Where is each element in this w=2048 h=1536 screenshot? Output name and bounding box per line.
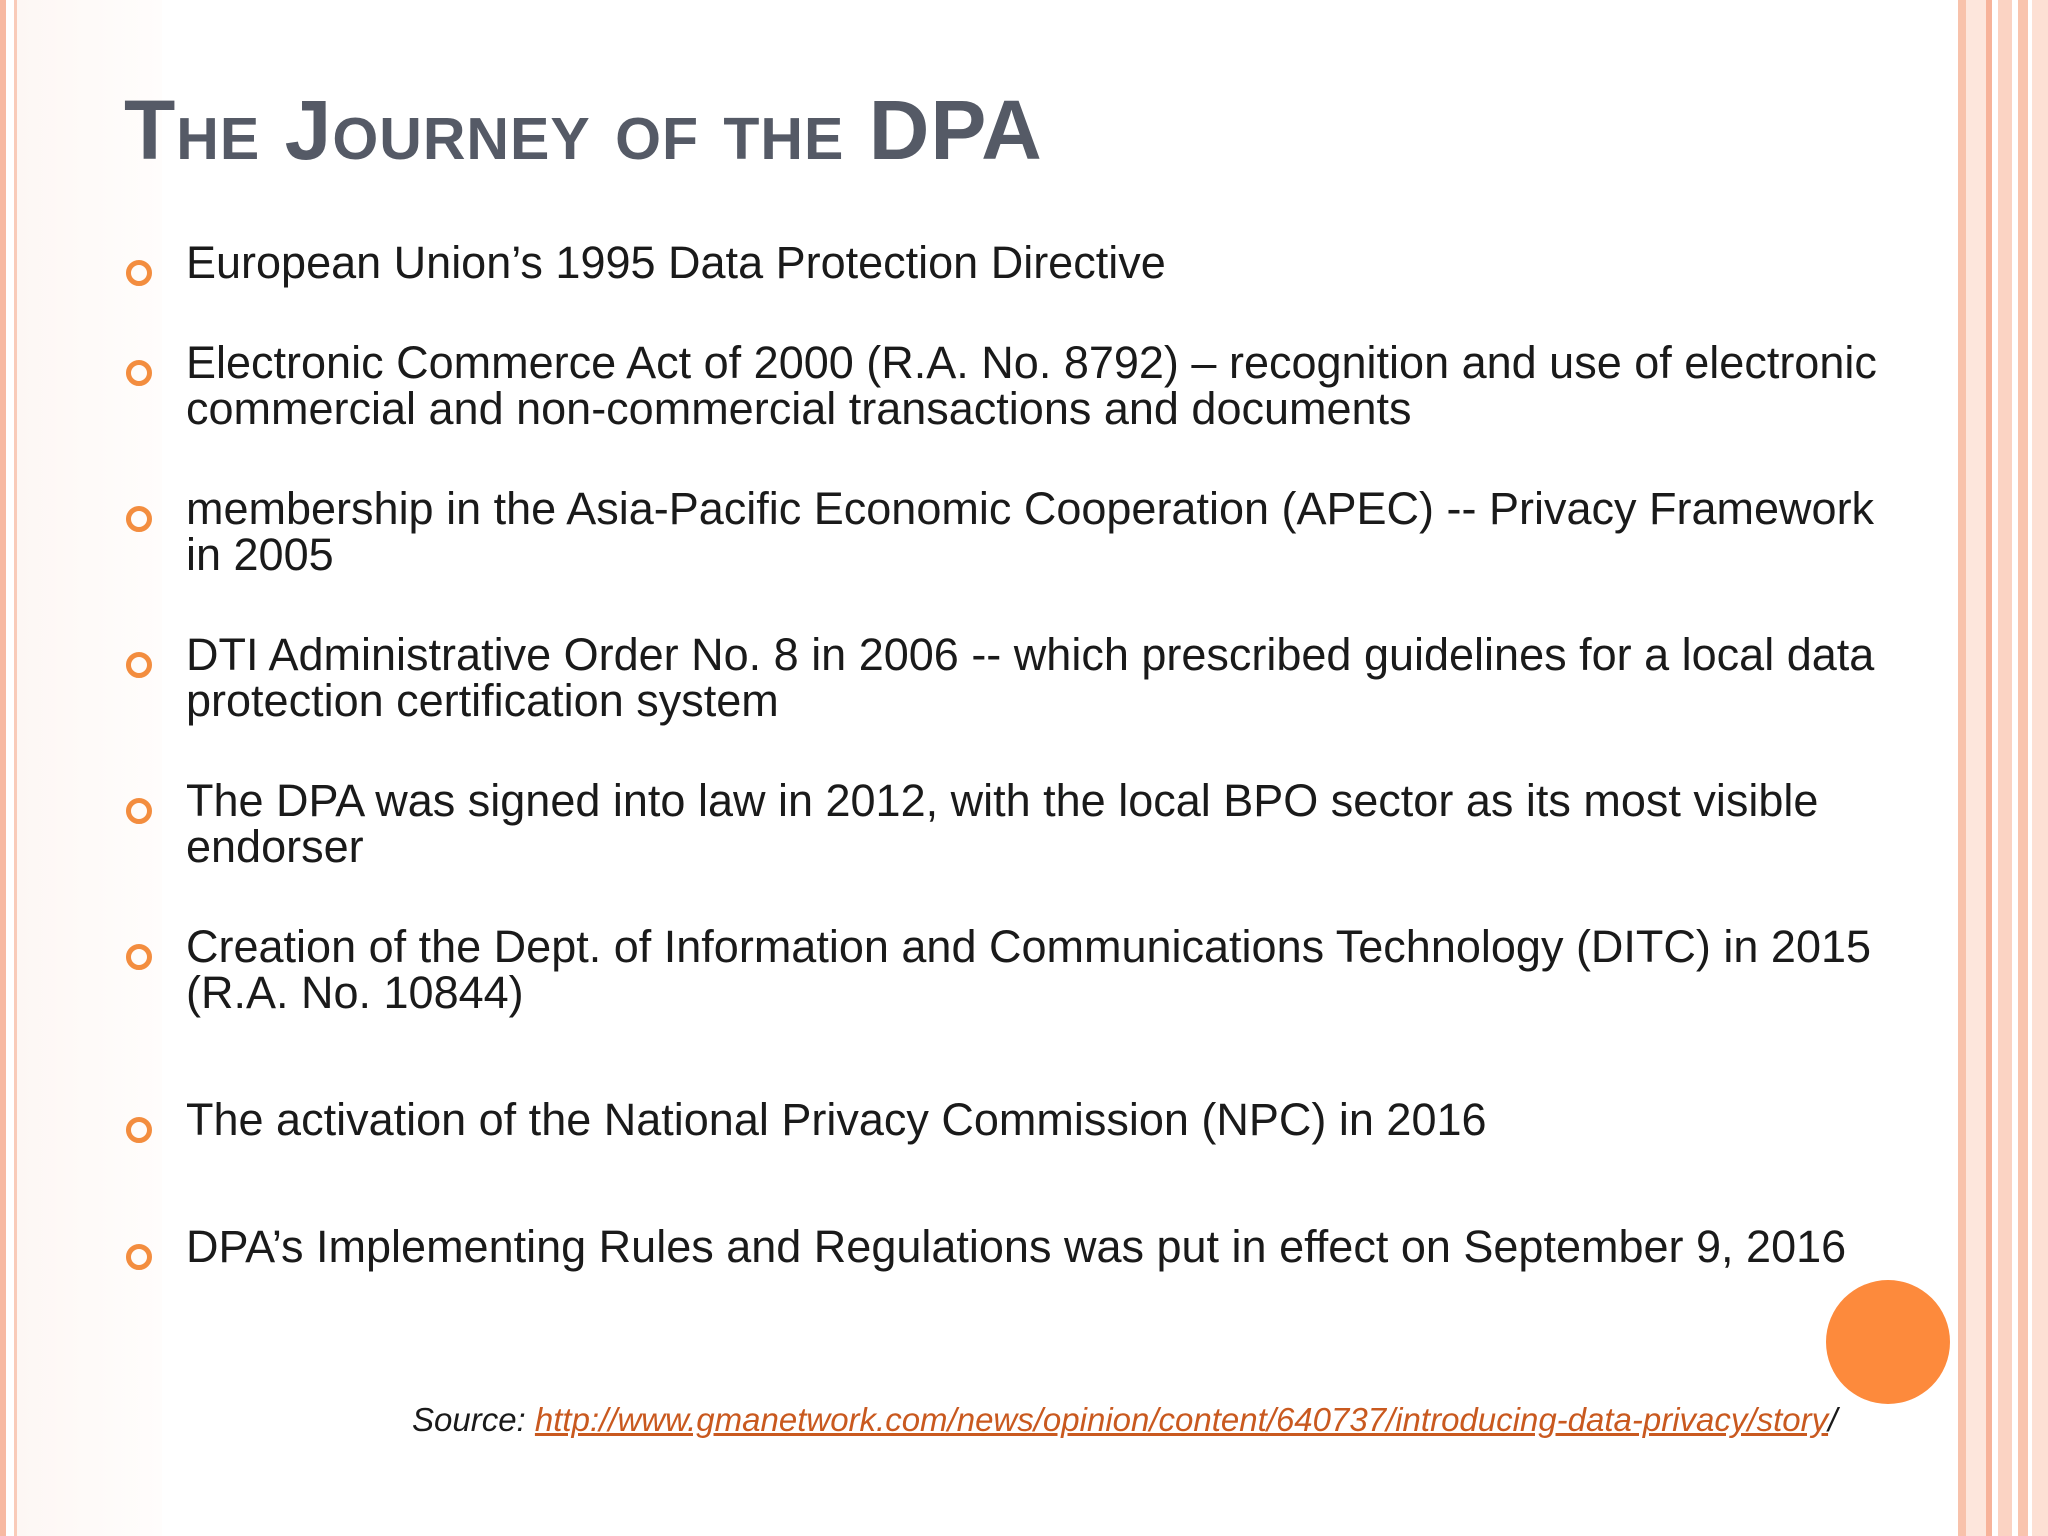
bullet-text: DTI Administrative Order No. 8 in 2006 -- which prescribed guidelines for a local data protection certification system [186,629,1875,726]
source-trailing: / [1828,1401,1838,1438]
bullet-item [124,921,1884,1018]
hollow-circle-bullet-icon [126,360,152,386]
right-border-panel [1966,0,1986,1536]
hollow-circle-bullet-icon [126,652,152,678]
bullet-text: The activation of the National Privacy Commission (NPC) in 2016 [186,1094,1487,1145]
bullet-item [124,237,1884,288]
source-citation [412,1401,1837,1439]
bullet-item [124,483,1884,580]
hollow-circle-bullet-icon [126,506,152,532]
bullet-text: Creation of the Dept. of Information and Communications Technology (DITC) in 2015 (R.A. No. 10844) [186,921,1872,1018]
right-border-stripe [1958,0,1966,1536]
right-border-stripe [2032,0,2048,1536]
bullet-text: Electronic Commerce Act of 2000 (R.A. No. 8792) – recognition and use of electronic commercial and non-commercial transactions and documents [186,337,1877,434]
slide-title: The Journey of the DPA [124,83,1043,177]
bullet-item [124,1094,1884,1145]
bullet-item [124,1221,1884,1272]
bullet-text: membership in the Asia-Pacific Economic Cooperation (APEC) -- Privacy Framework in 2005 [186,483,1875,580]
right-border-stripe [1998,0,2012,1536]
bullet-text: DPA’s Implementing Rules and Regulations was put in effect on September 9, 2016 [186,1221,1847,1272]
bullet-text: European Union’s 1995 Data Protection Directive [186,237,1166,288]
right-border-stripe [2018,0,2028,1536]
hollow-circle-bullet-icon [126,798,152,824]
bullet-item [124,629,1884,726]
bullet-text: The DPA was signed into law in 2012, with the local BPO sector as its most visible endorser [186,775,1819,872]
left-margin-panel [17,0,162,1536]
source-label: Source: [412,1401,535,1438]
bullet-item [124,337,1884,434]
hollow-circle-bullet-icon [126,1117,152,1143]
hollow-circle-bullet-icon [126,1244,152,1270]
left-border-stripe [0,0,6,1536]
right-border-stripe [1986,0,1992,1536]
hollow-circle-bullet-icon [126,260,152,286]
hollow-circle-bullet-icon [126,944,152,970]
source-link[interactable]: http://www.gmanetwork.com/news/opinion/content/640737/introducing-data-privacy/story [534,1401,1829,1438]
orange-circle-decoration [1826,1280,1950,1404]
bullet-item [124,775,1884,872]
